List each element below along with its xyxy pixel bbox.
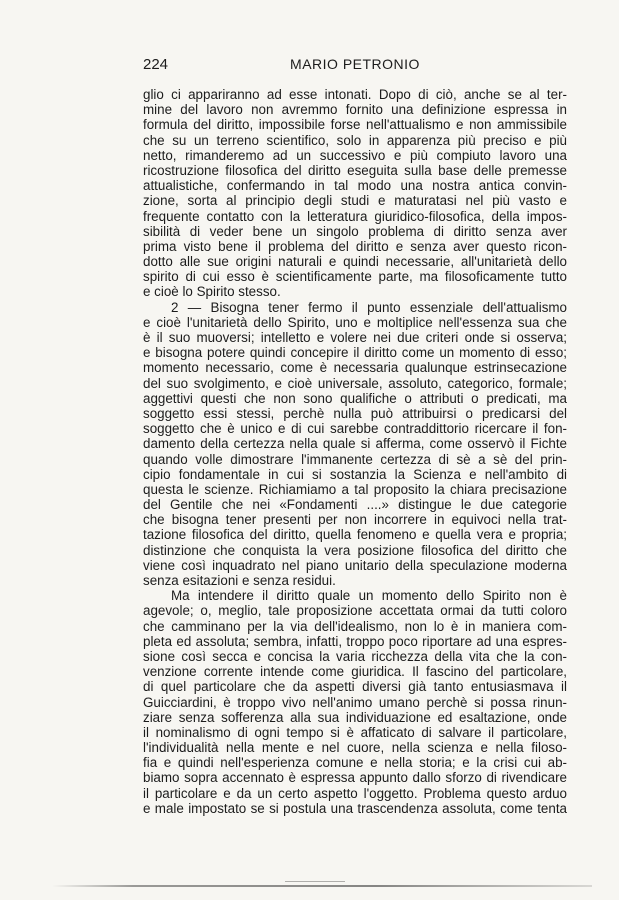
scan-artifact-line — [285, 881, 345, 882]
text-line: distinzione che conquista la vera posizione filosofica del diritto che — [143, 542, 567, 558]
text-line: spirito di cui esso è scientificamente parte, ma filosoficamente tutto — [143, 269, 567, 285]
text-line: che su un terreno scientifico, solo in apparenza più preciso e più — [143, 132, 567, 148]
text-line: fia e quindi nell'esperienza comune e nella storia; e la crisi cui ab- — [143, 755, 567, 771]
text-line: quando volle dimostrare l'immanente certezza di sè a sè del prin- — [143, 451, 567, 467]
paragraph-start-line: 2 — Bisogna tener fermo il punto essenziale dell'attualismo — [171, 299, 567, 315]
text-line: cipio fondamentale in cui si sostanzia la Scienza e nell'ambito di — [143, 466, 567, 482]
paragraph-start-line: Ma intendere il diritto quale un momento dello Spirito non è — [171, 588, 567, 604]
text-line: tazione filosofica del diritto, quella fenomeno e quella vera e propria; — [143, 527, 567, 543]
text-line: dotto alle sue origini naturali e quindi necessarie, all'unitarietà dello — [143, 254, 567, 270]
text-line: del Gentile che nei «Fondamenti ....» distingue le due categorie — [143, 497, 567, 513]
text-line: soggetto essi stessi, perchè nulla può attribuirsi o predicarsi del — [143, 405, 567, 421]
text-line: soggetto che è unico e di cui sarebbe contraddittorio ricercare il fon- — [143, 421, 567, 437]
text-line: che bisogna tener presenti per non incorrere in equivoci nella trat- — [143, 512, 567, 528]
paragraph-end-line: e cioè lo Spirito stesso. — [143, 284, 281, 300]
running-title: MARIO PETRONIO — [290, 56, 420, 72]
text-line: mine del lavoro non avremmo fornito una definizione espressa in — [143, 102, 567, 118]
text-line: ziare senza sofferenza alla sua individuazione ed esaltazione, onde — [143, 709, 567, 725]
text-line: l'individualità nella mente e nel cuore, nella scienza e nella filoso- — [143, 740, 567, 756]
text-line: che camminano per la via dell'idealismo, non lo è in maniera com- — [143, 618, 567, 634]
text-line: viene così inquadrato nel piano unitario della speculazione moderna — [143, 557, 567, 573]
text-line: ricostruzione filosofica del diritto eseguita sulla base delle premesse — [143, 162, 567, 178]
text-line: il particolare e da un certo aspetto l'oggetto. Problema questo arduo — [143, 785, 567, 801]
text-line: Guicciardini, è troppo vivo nell'animo umano perchè si possa rinun- — [143, 694, 567, 710]
page-number: 224 — [143, 56, 169, 73]
text-line: zione, sorta al principio degli studi e maturatasi nel più vasto e — [143, 193, 567, 209]
text-line: il nominalismo di ogni tempo si è affaticato di salvare il particolare, — [143, 724, 567, 740]
text-line: e bisogna potere quindi concepire il diritto come un momento di esso; — [143, 345, 567, 361]
text-line: momento necessario, come è necessaria qualunque estrinsecazione — [143, 360, 567, 376]
text-line: sibilità di veder bene un singolo problema di diritto senza aver — [143, 223, 567, 239]
text-line: formula del diritto, impossibile forse nell'attualismo e non ammissibile — [143, 117, 567, 133]
text-line: biamo sopra accennato è espressa appunto dallo sforzo di rivendicare — [143, 770, 567, 786]
text-line: è il suo muoversi; intelletto e volere nei due criteri onde si osserva; — [143, 330, 567, 345]
text-line: sione così secca e concisa la varia ricchezza della vita che la con- — [143, 648, 567, 664]
text-line: agevole; o, meglio, tale proposizione accettata ormai da tutti coloro — [143, 603, 567, 619]
scan-bottom-edge — [52, 885, 592, 887]
text-line: questa le scienze. Richiamiamo a tal proposito la chiara precisazione — [143, 481, 567, 497]
text-line: glio ci appariranno ad esse intonati. Dopo di ciò, anche se al ter- — [143, 87, 567, 102]
text-line: e cioè l'unitarietà dello Spirito, uno e moltiplice nell'essenza sua che — [143, 314, 567, 330]
body-text — [143, 87, 567, 816]
text-line: damento della certezza nella quale si afferma, come osservò il Fichte — [143, 436, 567, 452]
text-line: attualistiche, confermando in tal modo una nostra antica convin- — [143, 178, 567, 194]
text-line: frequente contatto con la letteratura giuridico-filosofica, della impos- — [143, 208, 567, 224]
text-line: netto, rimanderemo ad un successivo e più compiuto lavoro una — [143, 147, 567, 163]
text-line: pleta ed assoluta; sembra, infatti, troppo poco riportare ad una espres- — [143, 633, 567, 649]
text-line: prima visto bene il problema del diritto e senza aver questo ricon- — [143, 238, 567, 254]
page-header — [143, 56, 567, 76]
text-line: aggettivi questi che non sono qualifiche o attributi o predicati, ma — [143, 390, 567, 406]
paragraph-end-line: senza esitazioni e senza residui. — [143, 573, 336, 588]
text-line: e male impostato se si postula una trascendenza assoluta, come tenta — [143, 800, 567, 816]
text-line: del suo svolgimento, e cioè universale, assoluto, categorico, formale; — [143, 375, 567, 391]
text-line: venzione corrente intende come giuridica. Il fascino del particolare, — [143, 664, 567, 680]
text-line: di quel particolare che da aspetti diversi già tanto entusiasmava il — [143, 679, 567, 695]
